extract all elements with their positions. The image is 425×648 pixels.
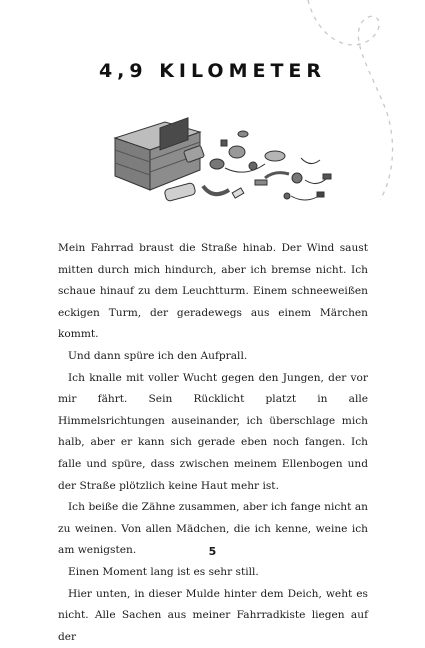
bike-crate-illustration bbox=[105, 108, 345, 213]
paragraph: Und dann spüre ich den Aufprall. bbox=[58, 346, 368, 368]
chapter-title: 4,9 KILOMETER bbox=[0, 60, 425, 82]
paragraph: Hier unten, in dieser Mulde hinter dem Deich, weht es nicht. Alle Sachen aus meiner Fahrradkiste liegen auf der bbox=[58, 584, 368, 648]
paragraph: Ich beiße die Zähne zusammen, aber ich fange nicht an zu weinen. Von allen Mädchen, die ich kenne, weine ich am wenigsten. bbox=[58, 497, 368, 562]
paragraph: Mein Fahrrad braust die Straße hinab. Der Wind saust mitten durch mich hindurch, aber ich bremse nicht. Ich schaue hinauf zu dem Leuchtturm. Einem schneeweißen eckigen Turm, der geradewegs aus einem Märchen kommt. bbox=[58, 238, 368, 346]
body-text bbox=[58, 238, 368, 648]
paragraph: Ich knalle mit voller Wucht gegen den Jungen, der vor mir fährt. Sein Rücklicht platzt in alle Himmelsrichtungen auseinander, ich überschlage mich halb, aber er kann sich gerade eben noch fangen. Ich falle und spüre, dass zwischen meinem Ellenbogen und der Straße plötzlich keine Haut mehr ist. bbox=[58, 368, 368, 498]
paragraph: Einen Moment lang ist es sehr still. bbox=[58, 562, 368, 584]
page-number: 5 bbox=[0, 545, 425, 558]
